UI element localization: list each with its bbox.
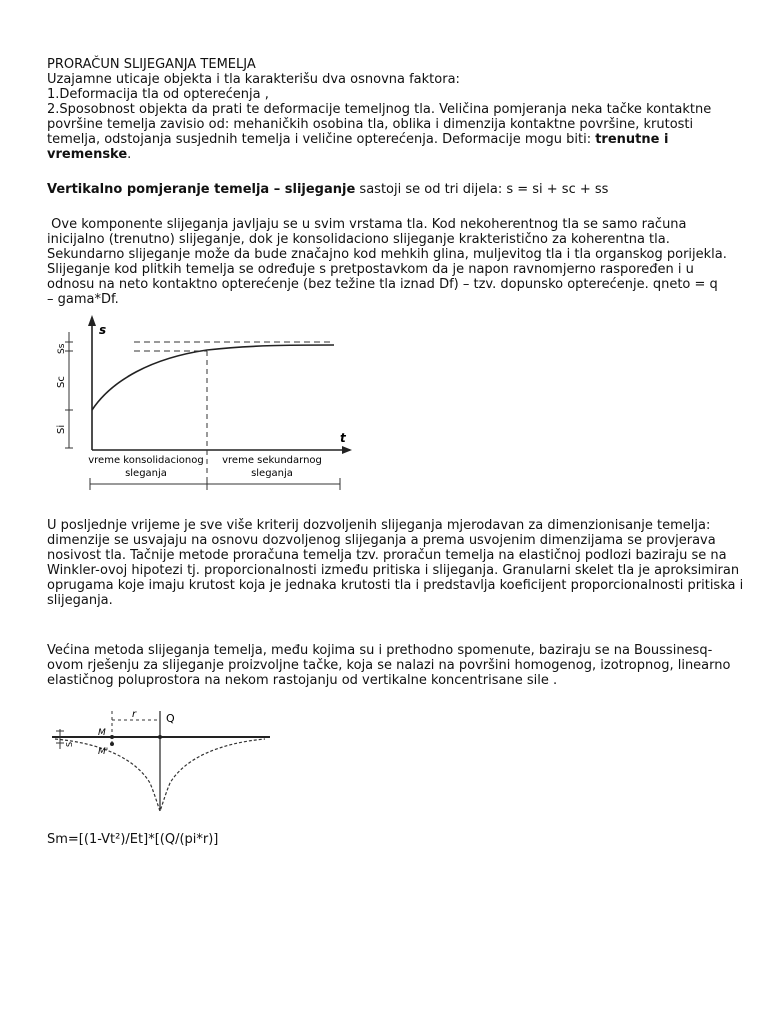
factor-2-end: . <box>127 147 132 162</box>
paragraph-boussinesq: Većina metoda slijeganja temelja, među kojima su i prethodno spomenute, baziraju se na Boussinesq-ovom rješenju za slijeganje proizvoljne tačke, koja se nalazi na površini homogenog, izotropnog, linearno elastičnog poluprostora na nekom rastojanju od vertikalne koncentrisane sile . <box>47 643 731 688</box>
factor-1: 1.Deformacija tla od opterećenja , <box>47 87 269 102</box>
vertical-settlement-line <box>47 182 727 197</box>
settlement-time-diagram <box>52 310 357 495</box>
caption-secondary-1: vreme sekundarnog <box>222 455 322 466</box>
label-r: r <box>132 709 137 720</box>
label-m-prime: M' <box>98 747 109 757</box>
intro-text: Uzajamne uticaje objekta i tla karakterišu dva osnovna faktora: <box>47 72 460 87</box>
factor-2-bold: trenutne i vremenske <box>47 132 669 162</box>
factor-2 <box>47 102 727 162</box>
vertical-settlement-bold: Vertikalno pomjeranje temelja – slijeganje <box>47 182 356 197</box>
document-body <box>47 57 732 307</box>
factor-2-text: 2.Sposobnost objekta da prati te deformacije temeljnog tla. Veličina pomjeranja neka tačke kontaktne površine temelja zavisio od: mehaničkih osobina tla, oblika i dimenzija kontaktne površine, krutosti temelja, odstojanja susjednih temelja i veličine opterećenja. Deformacije mogu biti: <box>47 102 712 147</box>
vertical-settlement-text: sastoji se od tri dijela: s = si + sc + ss <box>355 182 609 197</box>
boussinesq-diagram <box>50 703 275 818</box>
caption-consolidation-1: vreme konsolidacionog <box>88 455 204 466</box>
label-sc: Sc <box>56 376 67 388</box>
label-si: Si <box>56 424 67 434</box>
paragraph-components: Ove komponente slijeganja javljaju se u svim vrstama tla. Kod nekoherentnog tla se samo računa inicijalno (trenutno) slijeganje, dok je konsolidaciono slijeganje krakteristično za koherentna tla. Sekundarno slijeganje može da bude značajno kod mehkih glina, muljevitog tla i tla organskog porijekla. Slijeganje kod plitkih temelja se određuje s pretpostavkom da je napon ravnomjerno raspoređen i u odnosu na neto kontaktno opterećenje (bez težine tla iznad Df) – tzv. dopunsko opterećenje. qneto = q – gama*Df. <box>47 217 732 307</box>
axis-t-label: t <box>340 431 346 445</box>
paragraph-allowable-settlement: U posljednje vrijeme je sve više kriterij dozvoljenih slijeganja mjerodavan za dimenzionisanje temelja: dimenzije se usvajaju na osnovu dozvoljenog slijeganja a prema usvojenim dimenzijama se provjerava nosivost tla. Tačnije metode proračuna temelja tzv. proračun temelja na elastičnoj podlozi baziraju se na Winkler-ovoj hipotezi tj. proporcionalnosti između pritiska i slijeganja. Granularni skelet tla je aproksimiran oprugama koje imaju krutost koja je jednaka krutosti tla i predstavlja koeficijent proporcionalnosti pritiska i slijeganja. <box>47 518 744 608</box>
document-title: PRORAČUN SLIJEGANJA TEMELJA <box>47 57 256 72</box>
label-m: M <box>98 728 106 738</box>
axis-s-label: s <box>99 323 107 337</box>
label-q: Q <box>166 712 175 725</box>
settlement-formula: Sm=[(1-Vt²)/Et]*[(Q/(pi*r)] <box>47 832 219 847</box>
caption-consolidation-2: sleganja <box>125 468 167 479</box>
label-s-small: S <box>65 741 74 747</box>
label-ss: Ss <box>57 343 67 354</box>
caption-secondary-2: sleganja <box>251 468 293 479</box>
